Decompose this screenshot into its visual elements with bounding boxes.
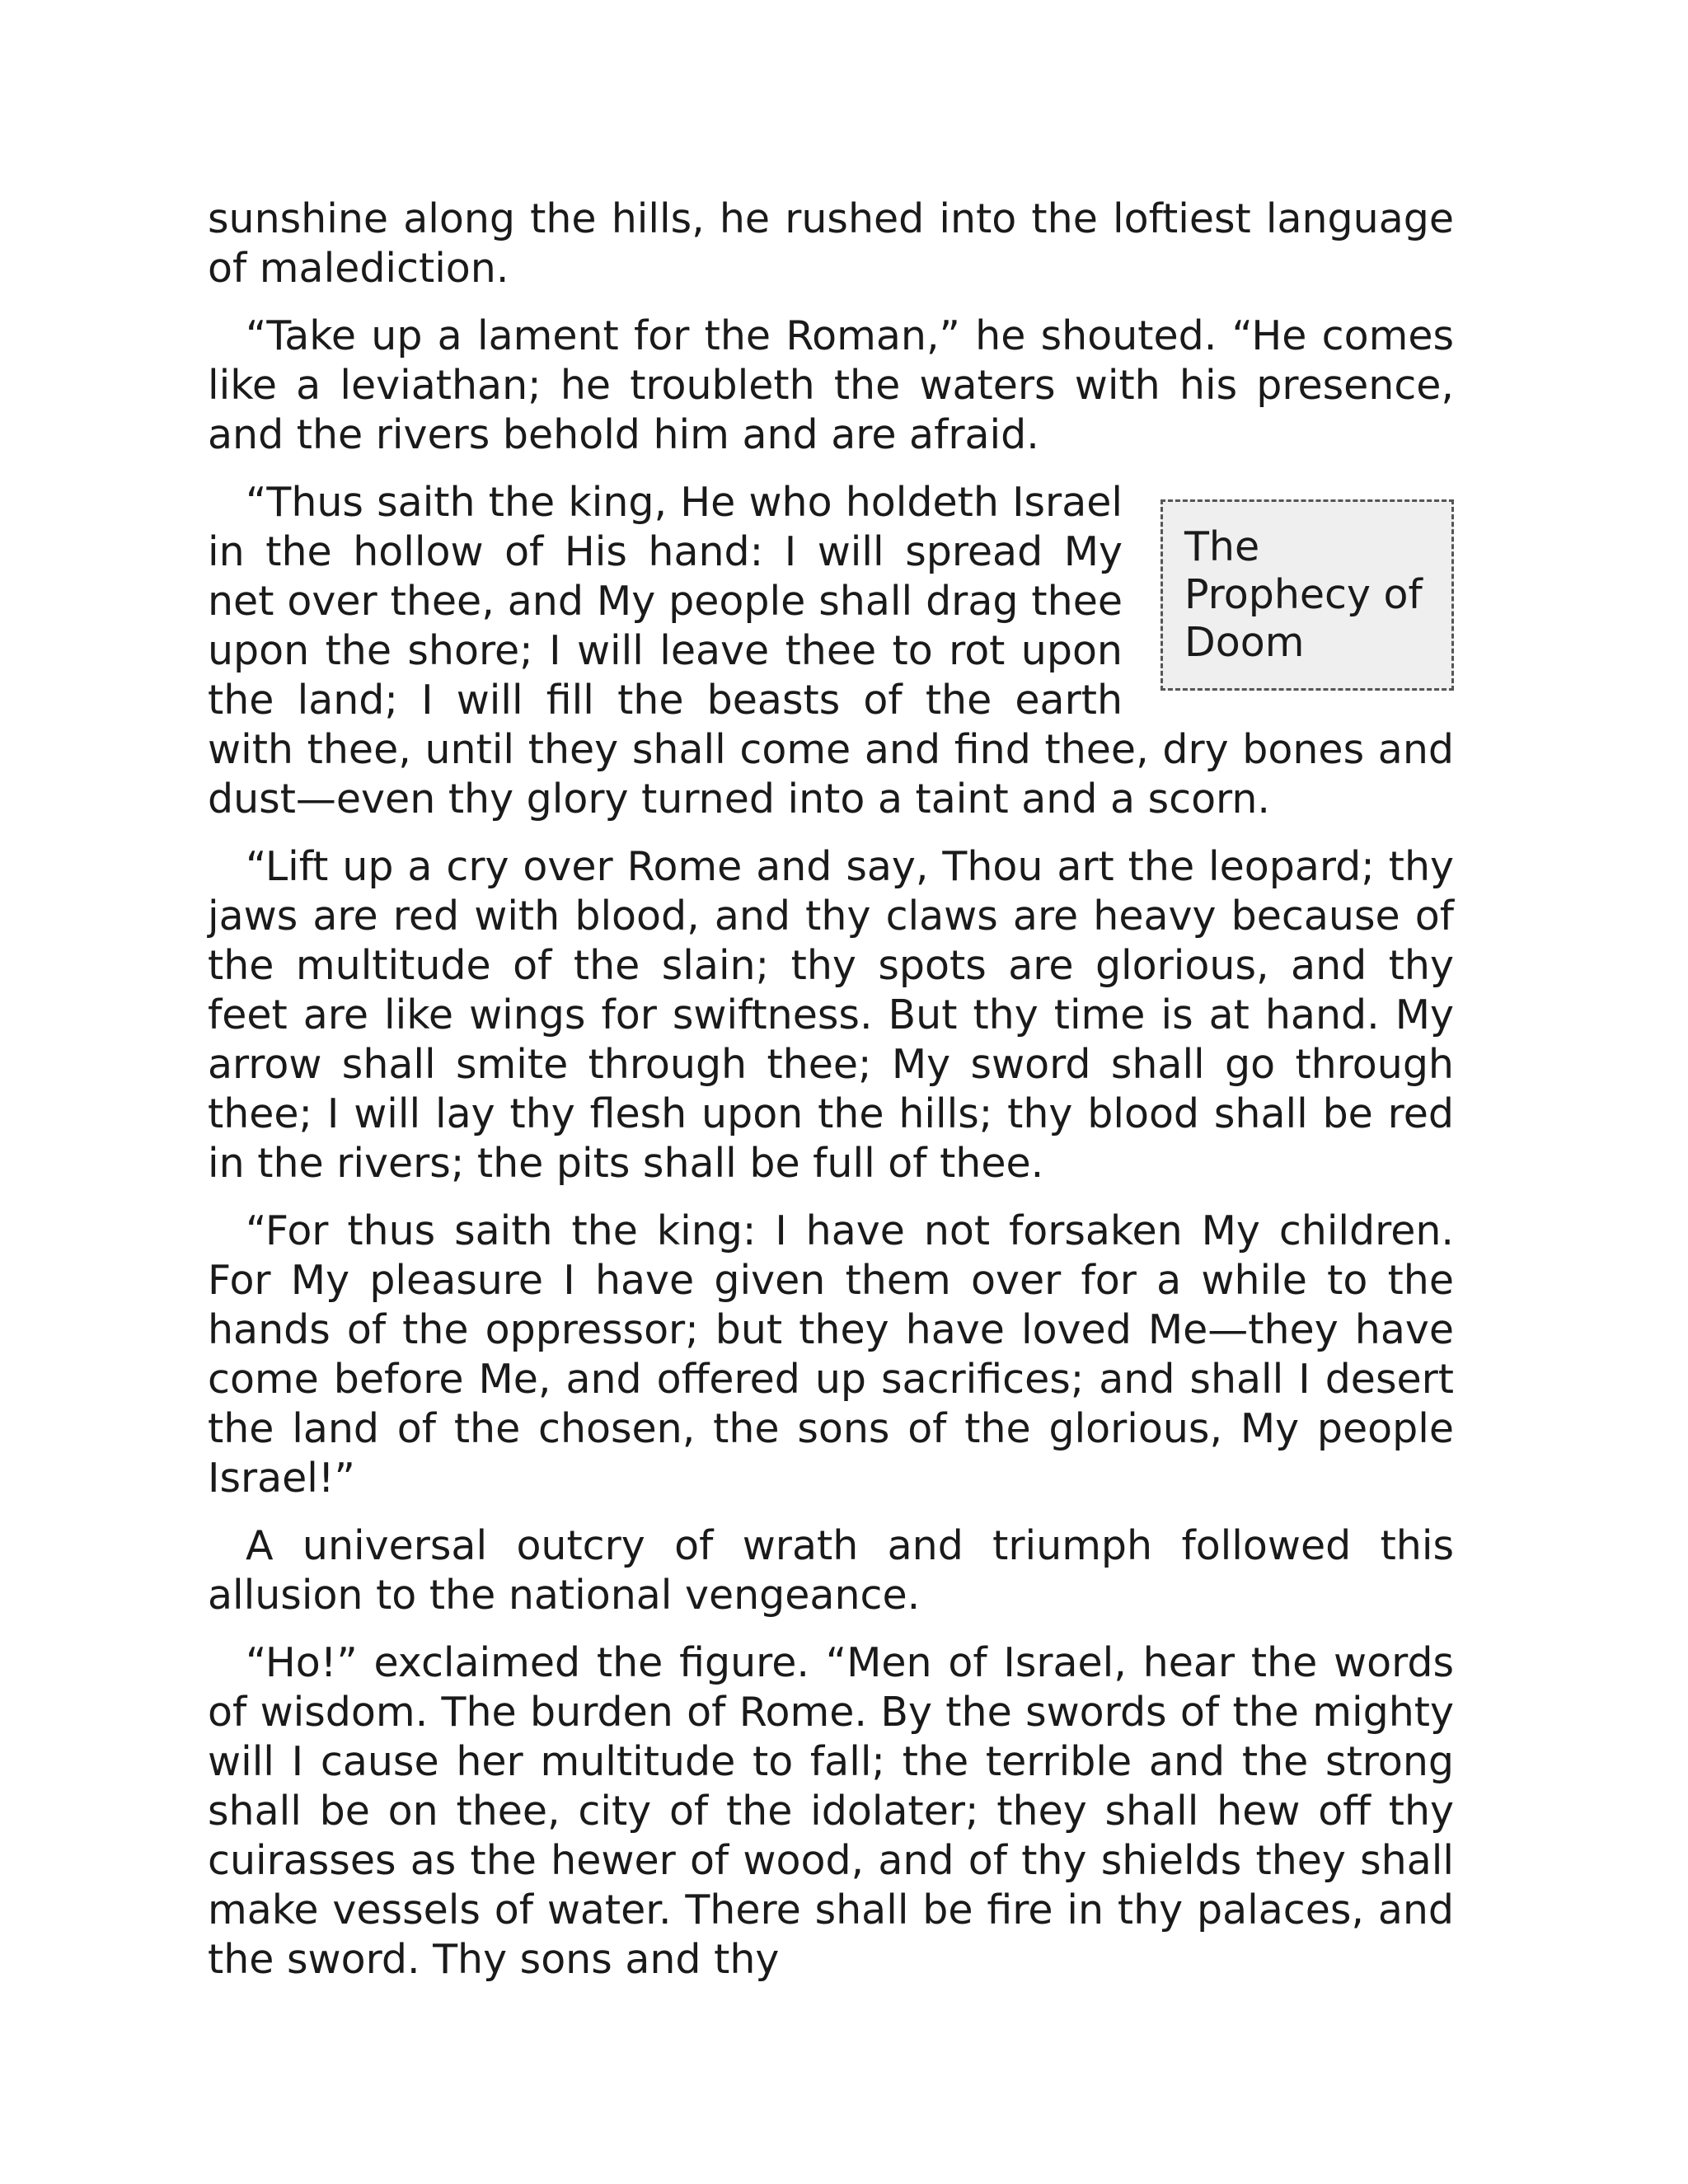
paragraph-5: “For thus saith the king: I have not forsaken My children. For My pleasure I have given them over for a while to the hands of the oppressor; but they have loved Me—they have come before Me, and offered up sacrifices; and shall I desert the land of the chosen, the sons of the glorious, My people Israel!” (208, 1207, 1454, 1502)
margin-note: The Prophecy of Doom (1160, 499, 1454, 691)
paragraph-2: “Take up a lament for the Roman,” he shouted. “He comes like a leviathan; he troubleth the waters with his presence, and the rivers behold him and are afraid. (208, 312, 1454, 458)
paragraph-1: sunshine along the hills, he rushed into the loftiest language of malediction. (208, 195, 1454, 292)
paragraph-7: “Ho!” exclaimed the figure. “Men of Israel, hear the words of wisdom. The burden of Rome. By the swords of the mighty will I cause her multitude to fall; the terrible and the strong shall be on thee, city of the idolater; they shall hew off thy cuirasses as the hewer of wood, and of thy shields they shall make vessels of water. There shall be fire in thy palaces, and the sword. Thy sons and thy (208, 1639, 1454, 1983)
page-body (208, 194, 1454, 2003)
paragraph-4: “Lift up a cry over Rome and say, Thou art the leopard; thy jaws are red with blood, and thy claws are heavy because of the multitude of the slain; thy spots are glorious, and thy feet are like wings for swiftness. But thy time is at hand. My arrow shall smite through thee; My sword shall go through thee; I will lay thy flesh upon the hills; thy blood shall be red in the rivers; the pits shall be full of thee. (208, 843, 1454, 1187)
paragraph-3: “Thus saith the king, He who holdeth Israel in the hollow of His hand: I will spread My net over thee, and My people shall drag thee upon the shore; I will leave thee to rot upon the land; I will fill the beasts of the earth with thee, until they shall come and find thee, dry bones and dust—even thy glory turned into a taint and a scorn. (208, 479, 1454, 823)
paragraph-6: A universal outcry of wrath and triumph followed this allusion to the national vengeance. (208, 1522, 1454, 1619)
